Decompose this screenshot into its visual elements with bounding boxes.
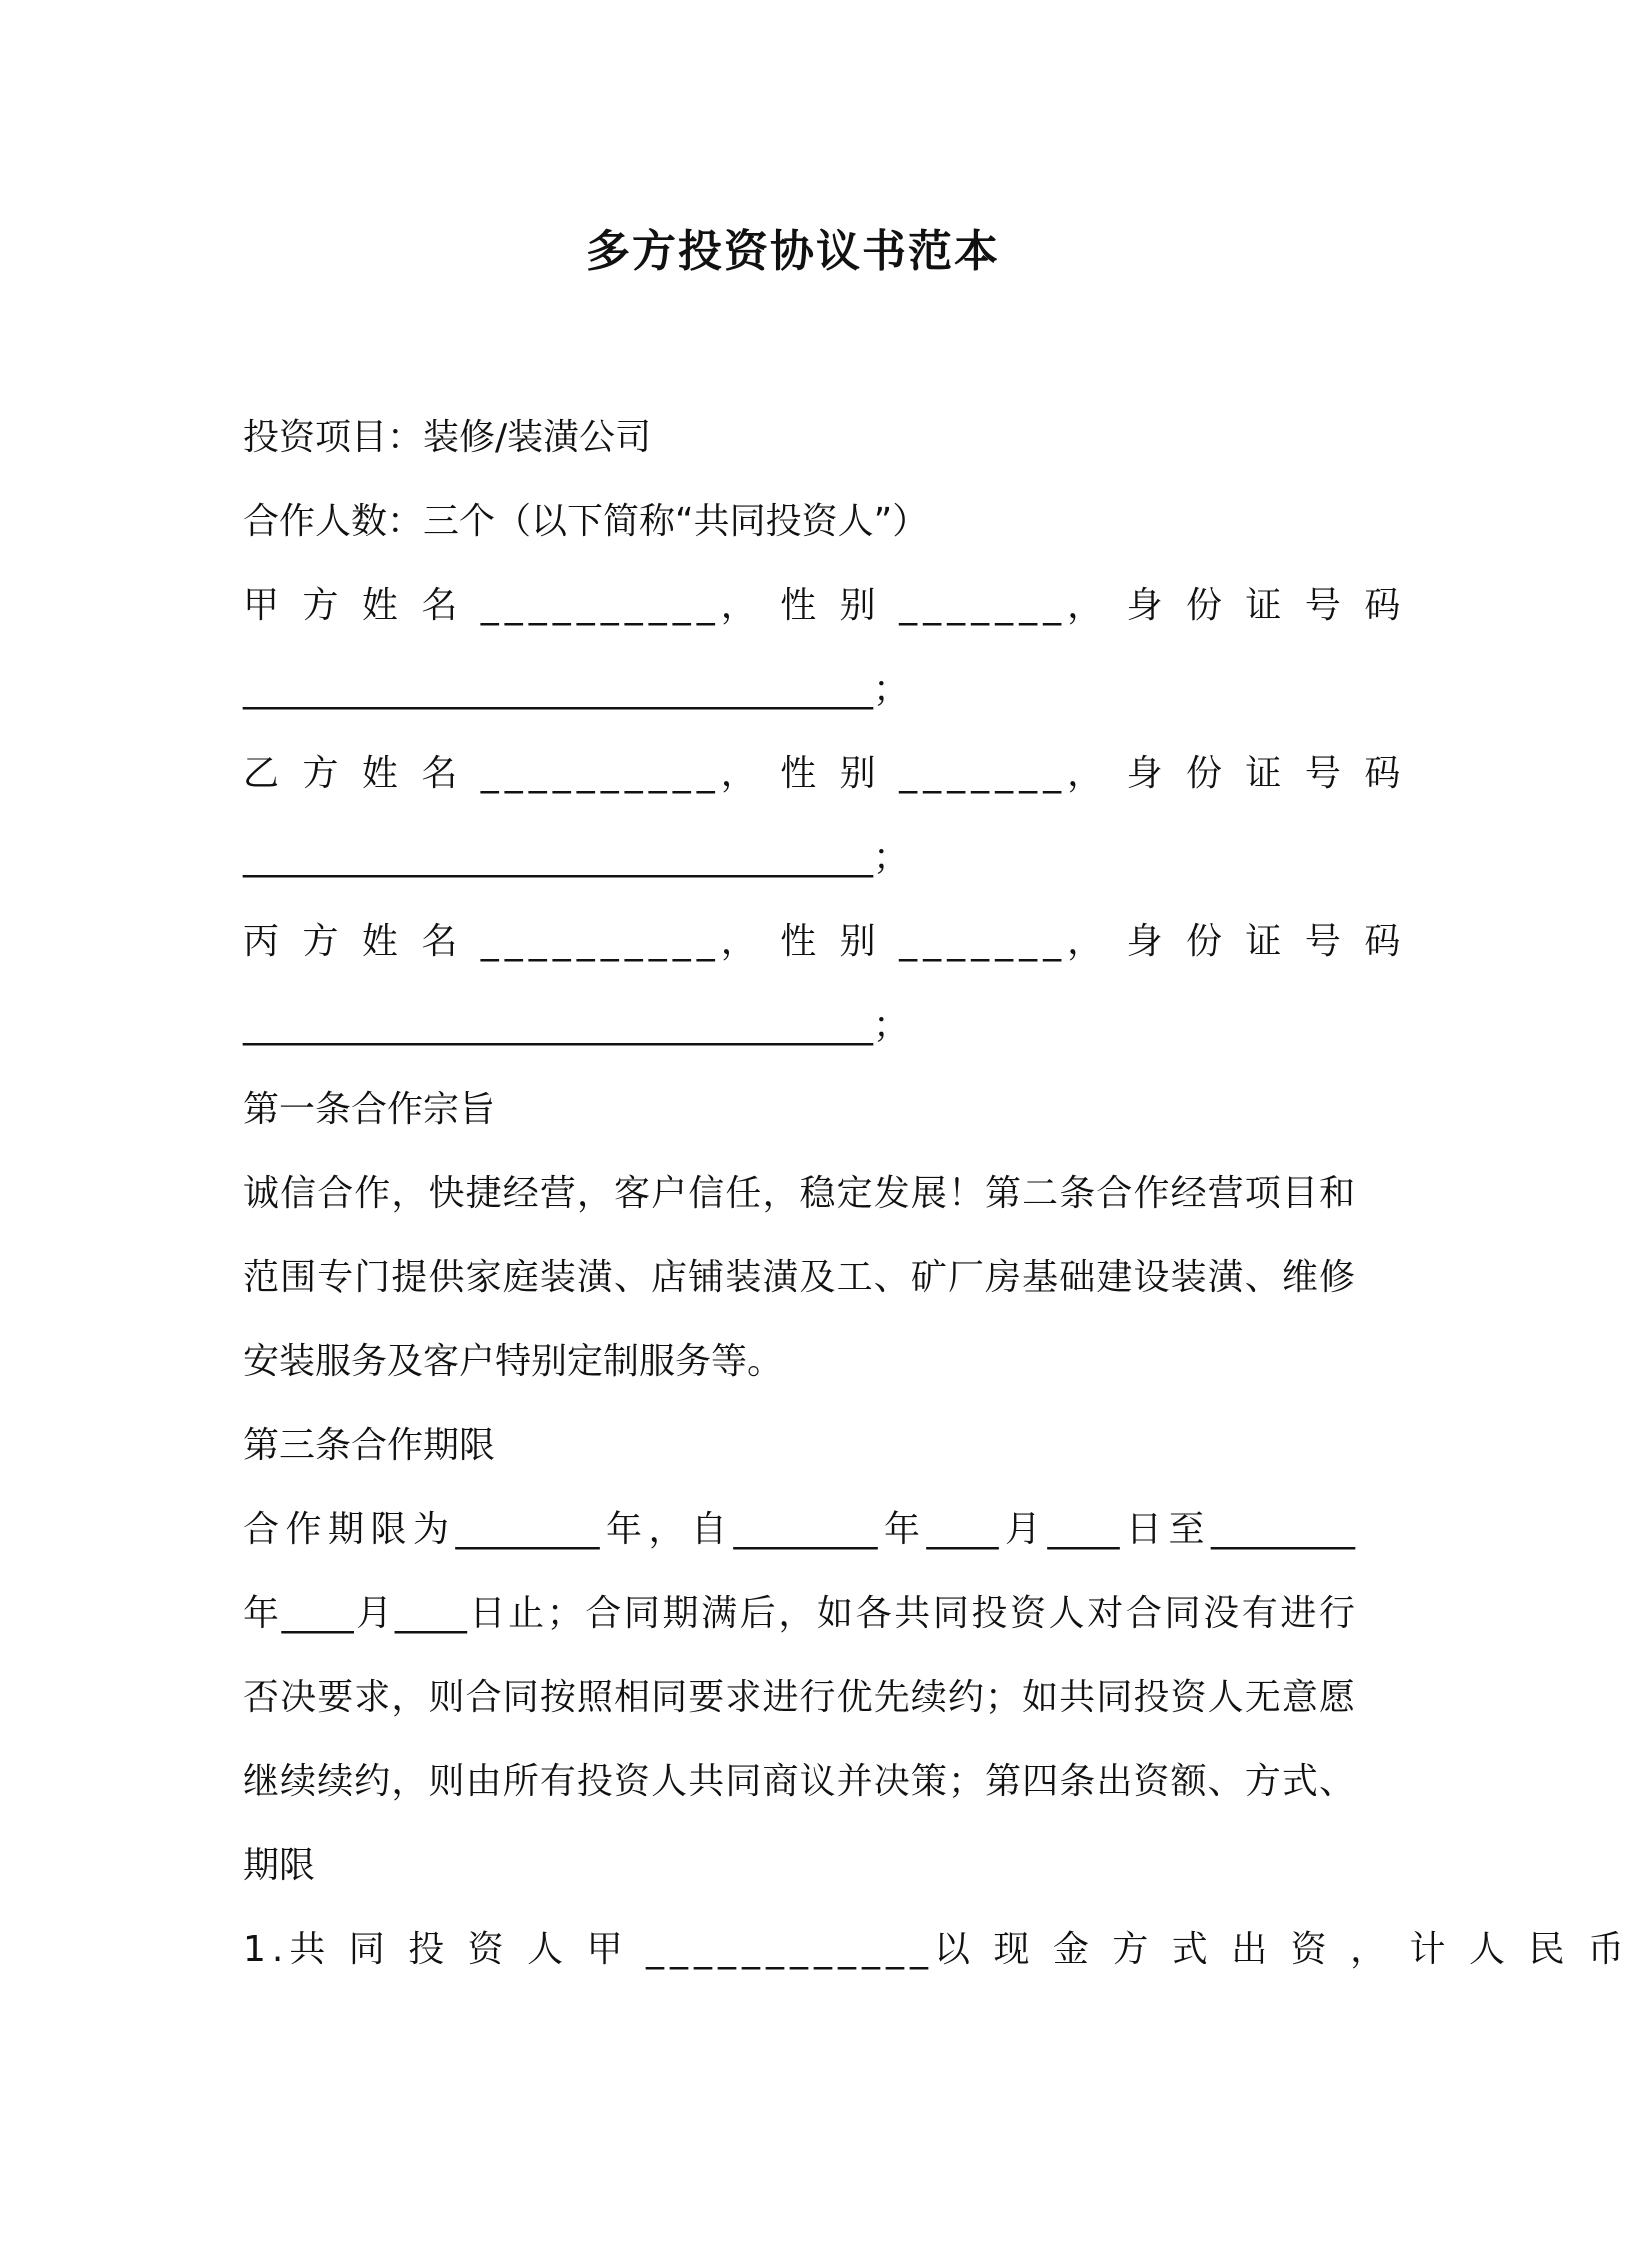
document-body [243, 408, 1630, 2004]
article-1-text-line-1: 诚信合作，快捷经营，客户信任，稳定发展！第二条合作经营项目和 [243, 1173, 1355, 1214]
partner-count-line: 合作人数：三个（以下简称“共同投资人”） [243, 501, 929, 542]
investment-project-line: 投资项目：装修/装潢公司 [243, 417, 652, 458]
party-c-info-line: 丙 方 姓 名 __________， 性 别 _______， 身 份 证 号 码 [243, 921, 1407, 962]
article-2-text-line-1: 范围专门提供家庭装潢、店铺装潢及工、矿厂房基础建设装潢、维修 [243, 1257, 1355, 1298]
article-3-text-line-4: 继续续约，则由所有投资人共同商议并决策；第四条出资额、方式、 [243, 1761, 1355, 1802]
article-3-text-line-2: 年____月____日止；合同期满后，如各共同投资人对合同没有进行 [243, 1593, 1355, 1634]
article-4-item-1-line: 1.共 同 投 资 人 甲 ____________以 现 金 方 式 出 资 ， 计 人 民 币 [243, 1929, 1630, 1970]
party-a-id-blank-line: ___________________________________； [243, 669, 909, 710]
article-4-heading-tail: 期限 [243, 1845, 316, 1886]
article-3-heading: 第三条合作期限 [243, 1425, 496, 1466]
article-3-text-line-3: 否决要求，则合同按照相同要求进行优先续约；如共同投资人无意愿 [243, 1677, 1355, 1718]
article-3-text-line-1: 合作期限为________年，自________年____月____日至________ [243, 1509, 1355, 1550]
article-1-heading: 第一条合作宗旨 [243, 1089, 496, 1130]
party-b-id-blank-line: ___________________________________； [243, 837, 909, 878]
party-b-info-line: 乙 方 姓 名 __________， 性 别 _______， 身 份 证 号 码 [243, 753, 1407, 794]
article-2-text-line-2: 安装服务及客户特别定制服务等。 [243, 1341, 784, 1382]
document-title: 多方投资协议书范本 [586, 226, 1000, 277]
party-a-info-line: 甲 方 姓 名 __________， 性 别 _______， 身 份 证 号 码 [243, 585, 1407, 626]
party-c-id-blank-line: ___________________________________； [243, 1005, 909, 1046]
